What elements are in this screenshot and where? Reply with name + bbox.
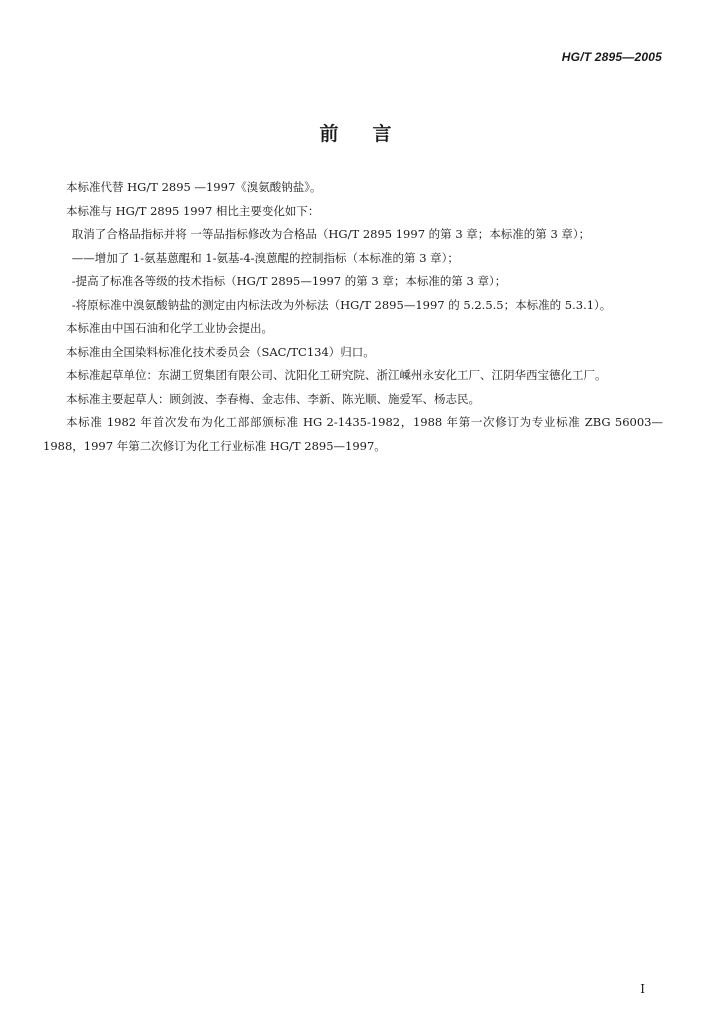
standard-number: HG/T 2895—2005 <box>561 50 662 64</box>
page-title: 前言 <box>319 123 426 145</box>
change-item-3: -提高了标准各等级的技术指标（HG/T 2895—1997 的第 3 章；本标准的第 3 章）； <box>71 274 507 288</box>
paragraph-drafting-units: 本标准起草单位：东湖工贸集团有限公司、沈阳化工研究院、浙江嵊州永安化工厂、江阴华西宝德化工厂。 <box>66 368 607 382</box>
page-number: I <box>640 982 645 996</box>
paragraph-replaces: 本标准代替 HG/T 2895 —1997《溴氨酸钠盐》。 <box>66 180 322 194</box>
change-item-1: 取消了合格品指标并将 一等品指标修改为合格品（HG/T 2895 1997 的第 3 章；本标准的第 3 章）； <box>71 227 591 241</box>
change-item-4: -将原标准中溴氨酸钠盐的测定由内标法改为外标法（HG/T 2895—1997 的 5.2.5.5；本标准的 5.3.1）。 <box>71 297 612 312</box>
paragraph-proposed-by: 本标准由中国石油和化学工业协会提出。 <box>66 321 273 335</box>
paragraph-centralized-by: 本标准由全国染料标准化技术委员会（SAC/TC134）归口。 <box>66 344 375 359</box>
paragraph-history: 本标准 1982 年首次发布为化工部部颁标准 HG 2-1435-1982，1988 年第一次修订为专业标准 ZBG 56003—1988，1997 年第二次修订为化工行业标准 HG/T 2895—1997。 <box>43 415 663 453</box>
foreword-body <box>43 176 663 458</box>
change-item-2: ——增加了 1-氨基蒽醌和 1-氨基-4-溴蒽醌的控制指标（本标准的第 3 章）； <box>71 250 459 265</box>
paragraph-drafters: 本标准主要起草人：顾剑波、李春梅、金志伟、李新、陈光顺、施爱军、杨志民。 <box>66 391 480 406</box>
paragraph-changes-intro: 本标准与 HG/T 2895 1997 相比主要变化如下： <box>66 203 320 218</box>
